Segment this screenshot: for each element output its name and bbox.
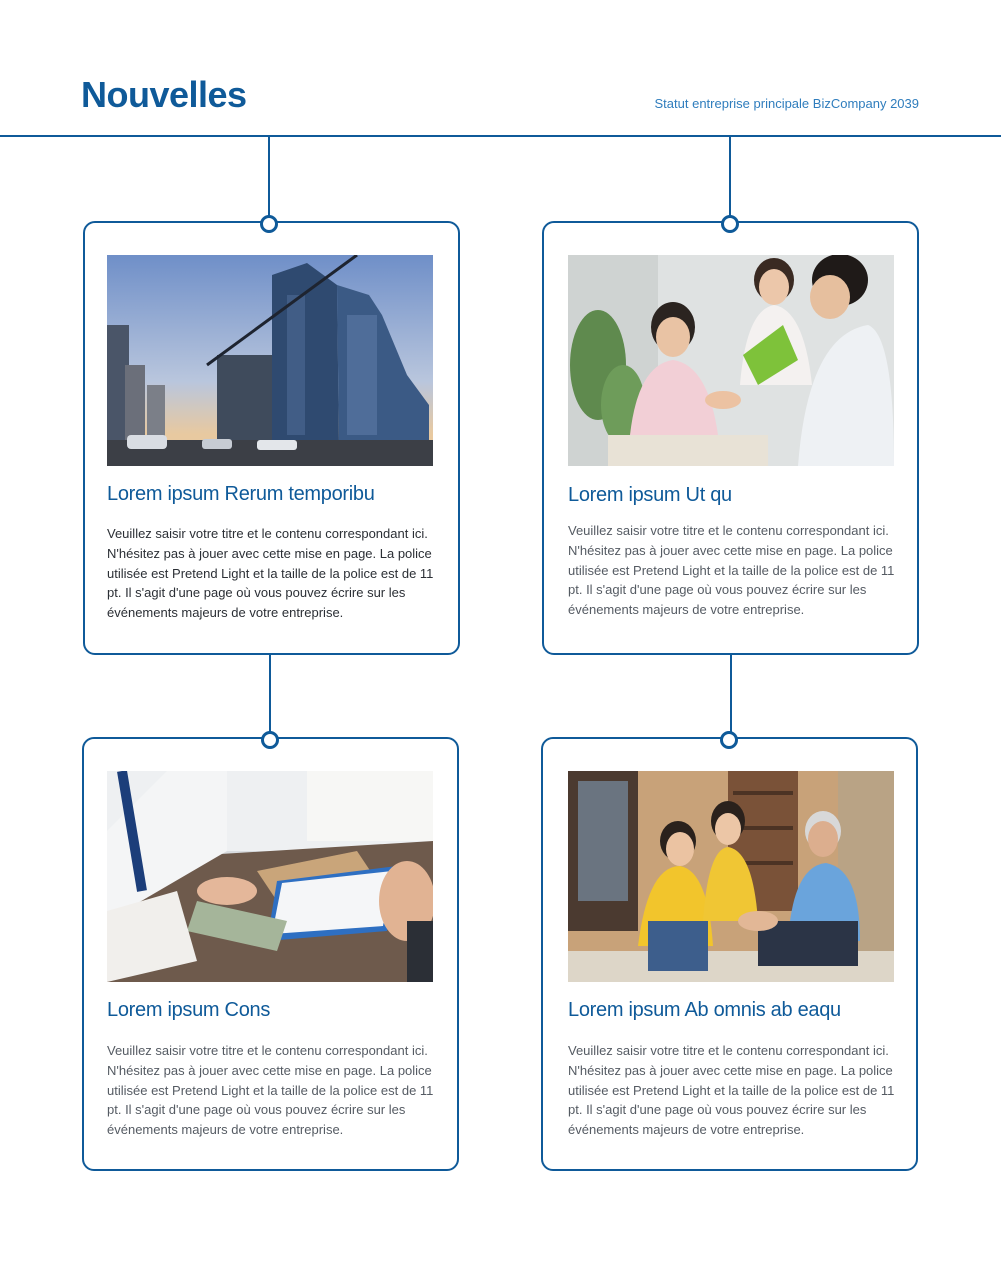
connector-line <box>268 137 270 217</box>
connector-dot <box>261 731 279 749</box>
card-title: Lorem ipsum Ut qu <box>568 484 732 506</box>
card-body: Veuillez saisir votre titre et le contenu correspondant ici. N'hésitez pas à jouer avec cette mise en page. La police utilisée est Pretend Light et la taille de la police est de 11 pt. Il s'agit d'une page où vous pouvez écrire sur les événements majeurs de votre entreprise. <box>107 526 434 621</box>
contract-money-photo <box>107 771 433 982</box>
page-subtitle: Statut entreprise principale BizCompany 2039 <box>654 96 919 111</box>
connector-dot <box>721 215 739 233</box>
card-body: Veuillez saisir votre titre et le contenu correspondant ici. N'hésitez pas à jouer avec cette mise en page. La police utilisée est Pretend Light et la taille de la police est de 11 pt. Il s'agit d'une page où vous pouvez écrire sur les événements majeurs de votre entreprise. <box>568 523 895 618</box>
news-card-4 <box>541 737 918 1171</box>
connector-line <box>269 654 271 733</box>
volunteers-elderly-photo <box>568 771 894 982</box>
connector-line <box>729 137 731 217</box>
card-title: Lorem ipsum Cons <box>107 999 271 1021</box>
news-card-1 <box>83 221 460 655</box>
news-card-3 <box>82 737 459 1171</box>
header-divider <box>0 135 1001 137</box>
connector-line <box>730 654 732 733</box>
card-title: Lorem ipsum Ab omnis ab eaqu <box>568 999 841 1021</box>
city-skyscrapers-photo <box>107 255 433 466</box>
business-handshake-photo <box>568 255 894 466</box>
card-body: Veuillez saisir votre titre et le contenu correspondant ici. N'hésitez pas à jouer avec cette mise en page. La police utilisée est Pretend Light et la taille de la police est de 11 pt. Il s'agit d'une page où vous pouvez écrire sur les événements majeurs de votre entreprise. <box>568 1043 895 1138</box>
card-title: Lorem ipsum Rerum temporibu <box>107 483 375 505</box>
connector-dot <box>260 215 278 233</box>
connector-dot <box>720 731 738 749</box>
card-body: Veuillez saisir votre titre et le contenu correspondant ici. N'hésitez pas à jouer avec cette mise en page. La police utilisée est Pretend Light et la taille de la police est de 11 pt. Il s'agit d'une page où vous pouvez écrire sur les événements majeurs de votre entreprise. <box>107 1043 434 1138</box>
page-title: Nouvelles <box>81 74 247 115</box>
news-card-2 <box>542 221 919 655</box>
